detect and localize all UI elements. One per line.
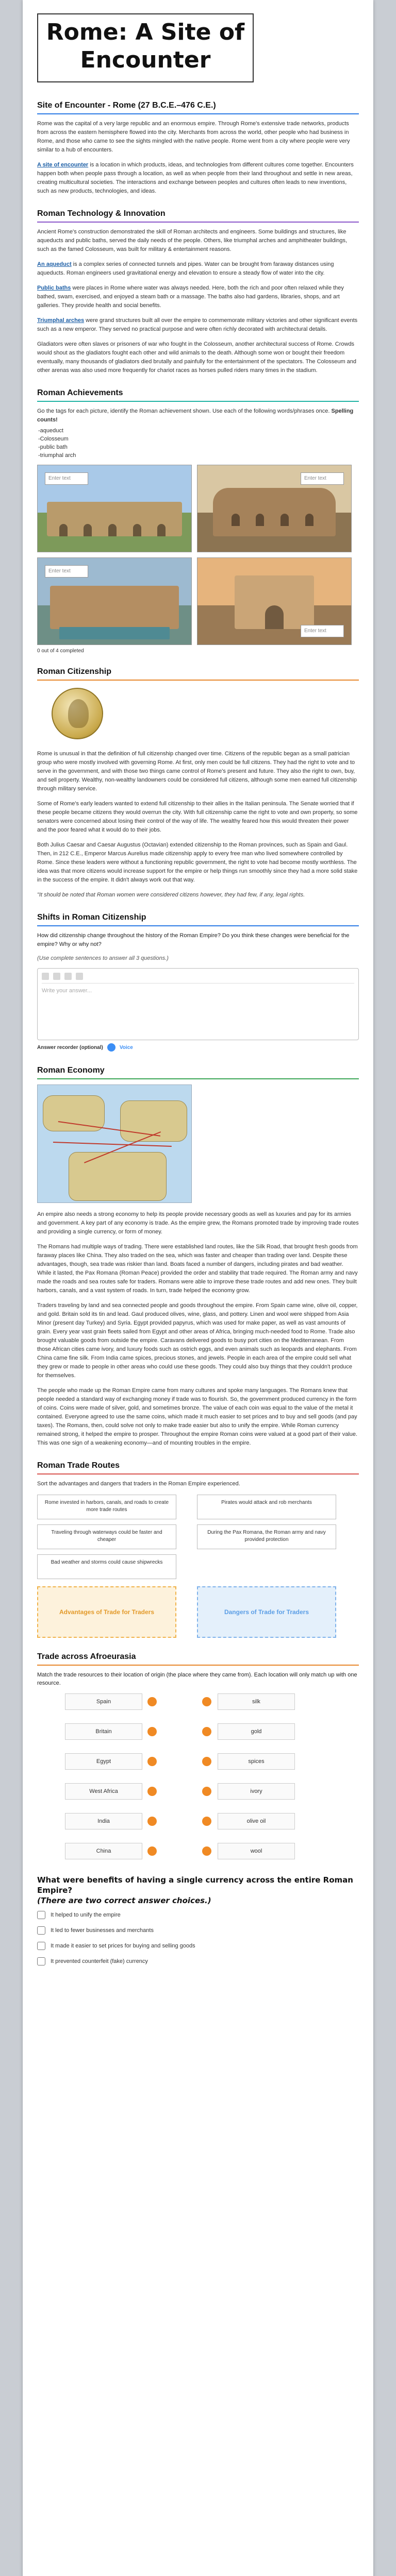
mc-option-label: It made it easier to set prices for buying and selling goods bbox=[51, 1943, 195, 1949]
photo-aqueduct bbox=[37, 465, 192, 552]
match-handle-right[interactable] bbox=[202, 1846, 211, 1856]
sort-items bbox=[37, 1495, 359, 1579]
match-handle-right[interactable] bbox=[202, 1727, 211, 1736]
title-area bbox=[23, 0, 373, 88]
aqueduct-arch bbox=[59, 524, 68, 536]
bath-structure bbox=[50, 586, 179, 629]
roman-coin-image bbox=[37, 686, 125, 742]
shifts-question: How did citizenship change throughout the history of the Roman Empire? Do you think these changes were beneficial for the empire? Why or why not? bbox=[37, 933, 350, 947]
achievements-instruction bbox=[37, 407, 359, 425]
tech-paragraph-5: Gladiators were often slaves or prisoners of war who fought in the Colosseum, another architectural success of Rome. Crowds would shout as the gladiators fought each other and wild animals to the death. Although some won or bought their freedom eventually, many thousands of gladiators died brutally and painfully for the entertainment of the spectators. The Colosseum and other arenas was also used more frequently for chariot races as horses pulled riders many times in the stadium. bbox=[37, 341, 357, 374]
colosseum-arch bbox=[232, 514, 240, 526]
economy-paragraph-3: Traders traveling by land and sea connected people and goods throughout the empire. From Spain came wine, olive oil, copper, and gold. Britain sold its tin and lead. Gaul produced olives, wine, glass, and pottery. Linen and wool were shipped from Asia Minor (present day Turkey) and Syria. Egypt provided papyrus, which was used for make paper, as well as vast amounts of grain. Every year vast grain fleets sailed from Egypt and other areas of Africa, bringing much-needed food to Rome. Trade also brought valuable goods from outside the empire. Caravans delivered goods to busy port cities on the Mediterranean. From those African cities came ivory, and luxury foods such as ostrich eggs, and even animals such as leopards and elephants. From China came fine silk. From India came spices, precious stones, and jewels. People in each area of the empire could sell what they grew or made to people in other areas who could use these goods. They could also buy things that they couldn't produce for themselves. bbox=[37, 1302, 358, 1379]
underline-icon[interactable] bbox=[64, 973, 72, 980]
intro-heading: Site of Encounter - Rome (27 B.C.E.–476 C.E.) bbox=[37, 96, 359, 114]
tech-paragraph-3 bbox=[37, 284, 359, 310]
aqueduct-arch bbox=[133, 524, 141, 536]
mc-option[interactable] bbox=[37, 1911, 359, 1919]
answer-editor[interactable] bbox=[37, 968, 359, 1040]
economy-paragraph-4: The people who made up the Roman Empire came from many cultures and spoke many languages. The Romans knew that people needed a standard way of exchanging money if trade was to flourish. So, the government produced currency in the form of coins. Coins were made of silver, gold, and sometimes bronze. The value of each coin was equal to the value of the metal it contained. Everyone agreed to use the same coins, which made it much easier to set prices and to buy and sell goods (and pay taxes). The Romans, then, could solve not only to make trade easier but also to unify the empire. While Roman currency remained strong, it helped the empire to prosper. Throughout the empire Roman coins were valued at a good part of their value. This was one sign of a weakening economy—and of mounting troubles in the empire. bbox=[37, 1387, 358, 1446]
worksheet-page bbox=[23, 0, 373, 2576]
mc-option-label: It led to fewer businesses and merchants bbox=[51, 1927, 154, 1934]
colosseum-structure bbox=[213, 488, 336, 536]
tech-paragraph-3-text: were places in Rome where water was always needed. Here, both the rich and poor often relaxed while they bathed, swam, exercised, and enjoyed a steam bath or a massage. The baths also had gardens, libraries, shops, and art galleries. They provide health and social benefits. bbox=[37, 285, 344, 309]
tech-paragraph-1: Ancient Rome's construction demonstrated the skill of Roman architects and engineers. Some buildings and structures, like aqueducts and public baths, served the daily needs of the people. Others, like triumphal arches and amphitheater buildings, such as the famed Colosseum, was built for military & entertainment reasons. bbox=[37, 229, 348, 252]
answer-input-4[interactable]: Enter text bbox=[301, 625, 344, 637]
editor-toolbar bbox=[42, 973, 354, 984]
checkbox[interactable] bbox=[37, 1942, 45, 1950]
citizenship-paragraph-2: Some of Rome's early leaders wanted to extend full citizenship to their allies in the Italian peninsula. The Senate worried that if these people became citizens they would overrun the city. With full citizenship came the right to vote and own property, so some senators were concerned about losing their control of the way of life. The wealthy feared how this would threaten their power and the poor feared what it would do to their jobs. bbox=[37, 801, 358, 833]
word-bank-item: -triumphal arch bbox=[38, 452, 76, 459]
match-handle-left[interactable] bbox=[147, 1817, 157, 1826]
citizenship-note: "It should be noted that Roman women were considered citizens however, they had few, if any, legal rights. bbox=[37, 892, 305, 898]
match-handle-left[interactable] bbox=[147, 1846, 157, 1856]
aqueduct-arch bbox=[157, 524, 166, 536]
tech-heading: Roman Technology & Innovation bbox=[37, 204, 359, 223]
checkbox[interactable] bbox=[37, 1911, 45, 1919]
match-handle-right[interactable] bbox=[202, 1817, 211, 1826]
match-handle-right[interactable] bbox=[202, 1697, 211, 1706]
intro-paragraph-1: Rome was the capital of a very large republic and an enormous empire. Through Rome's extensive trade networks, products from across the eastern hemisphere flowed into the city. Merchants from across the world, other people who had business in Rome, and those who came to see the sights mingled with the native people. Rome went from a city where people were very similar to a hub of encounters. bbox=[37, 121, 350, 153]
italic-icon[interactable] bbox=[53, 973, 60, 980]
trade-routes-instruction: Sort the advantages and dangers that traders in the Roman Empire experienced. bbox=[37, 1481, 240, 1487]
checkbox[interactable] bbox=[37, 1926, 45, 1935]
mc-option[interactable] bbox=[37, 1957, 359, 1965]
currency-question-text: What were benefits of having a single currency across the entire Roman Empire? bbox=[37, 1875, 353, 1895]
match-resource: wool bbox=[218, 1843, 295, 1859]
match-row bbox=[37, 1783, 346, 1800]
economy-paragraph-2: The Romans had multiple ways of trading. There were established land routes, like the Silk Road, that brought fresh goods from faraway places like China. They also traded on the sea, which was faster and cheaper than trading over land. Despite these advantages, though, sea trade was riskier than land. Boats faced a number of dangers, including pirates and bad weather. While it lasted, the Pax Romana (Roman Peace) provided the order and stability that trade required. The Roman army and navy made the roads and sea routes safe for traders. Romans were able to improve these trade routes and add new ones. They built harbors, canals, and a vast system of roads. In turn, trade helped the economy grow. bbox=[37, 1244, 358, 1294]
match-resource: olive oil bbox=[218, 1813, 295, 1829]
match-location: China bbox=[65, 1843, 142, 1859]
colosseum-arch bbox=[305, 514, 314, 526]
mc-option[interactable] bbox=[37, 1942, 359, 1950]
answer-input-3[interactable]: Enter text bbox=[45, 565, 88, 578]
drop-zone-dangers[interactable]: Dangers of Trade for Traders bbox=[197, 1586, 336, 1638]
shifts-heading: Shifts in Roman Citizenship bbox=[37, 908, 359, 926]
drop-zone-advantages[interactable]: Advantages of Trade for Traders bbox=[37, 1586, 176, 1638]
map-land bbox=[69, 1152, 167, 1201]
spelling-note: Spelling counts! bbox=[37, 408, 354, 423]
match-handle-left[interactable] bbox=[147, 1787, 157, 1796]
checkbox[interactable] bbox=[37, 1957, 45, 1965]
match-handle-left[interactable] bbox=[147, 1757, 157, 1766]
intro-paragraph-2 bbox=[37, 161, 359, 196]
tech-paragraph-4 bbox=[37, 316, 359, 334]
trade-map-image bbox=[37, 1084, 192, 1203]
achievements-instruction-text: Go the tags for each picture, identify the Roman achievement shown. Use each of the following words/phrases once. bbox=[37, 408, 330, 414]
answer-placeholder: Write your answer... bbox=[42, 988, 92, 994]
shifts-hint: (Use complete sentences to answer all 3 questions.) bbox=[37, 955, 169, 961]
keyword-triumphal-arches: Triumphal arches bbox=[37, 317, 85, 324]
match-row bbox=[37, 1843, 346, 1859]
match-resource: gold bbox=[218, 1723, 295, 1740]
recorder-label: Answer recorder (optional) bbox=[37, 1044, 103, 1050]
photo-triumphal-arch bbox=[197, 557, 352, 645]
mc-option-label: It helped to unify the empire bbox=[51, 1912, 121, 1918]
afroeurasia-heading: Trade across Afroeurasia bbox=[37, 1647, 359, 1666]
sort-card[interactable]: Rome invested in harbors, canals, and roads to create more trade routes bbox=[37, 1495, 176, 1519]
currency-question bbox=[37, 1875, 359, 1906]
tech-paragraph-4-text: were grand structures built all over the empire to commemorate military victories and other significant events such as a new emperor. They served no practical purpose and were often richly decorated with architectural details. bbox=[37, 317, 358, 332]
match-handle-left[interactable] bbox=[147, 1697, 157, 1706]
achievements-score: 0 out of 4 completed bbox=[37, 648, 84, 654]
match-location: Spain bbox=[65, 1693, 142, 1710]
sort-card[interactable]: Pirates would attack and rob merchants bbox=[197, 1495, 336, 1519]
colosseum-arch bbox=[256, 514, 264, 526]
achievement-photo-grid bbox=[37, 465, 359, 645]
trade-routes-heading: Roman Trade Routes bbox=[37, 1456, 359, 1475]
match-row bbox=[37, 1723, 346, 1740]
arch-opening bbox=[265, 605, 284, 629]
title-card bbox=[37, 13, 254, 82]
answer-recorder bbox=[37, 1043, 359, 1052]
currency-question-hint: (There are two correct answer choices.) bbox=[37, 1896, 211, 1905]
citizenship-paragraph-1: Rome is unusual in that the definition of full citizenship changed over time. Citizens of the republic began as a small patrician group who were mostly involved with governing Rome. At first, only men could be full citizens. They had the right to vote and to serve in the government, and with those two things came control of Rome's present and future. They also the right to own, buy, and sell property. Wealthy, non-wealthy landowners could be considered full citizens, although some men earned full citizenship through military service. bbox=[37, 751, 357, 792]
mc-option[interactable] bbox=[37, 1926, 359, 1935]
coin-disc bbox=[52, 688, 103, 739]
aqueduct-arch bbox=[108, 524, 117, 536]
match-handle-left[interactable] bbox=[147, 1727, 157, 1736]
keyword-public-baths: Public baths bbox=[37, 285, 71, 291]
list-icon[interactable] bbox=[76, 973, 83, 980]
match-resource: ivory bbox=[218, 1783, 295, 1800]
economy-paragraph-1: An empire also needs a strong economy to help its people provide necessary goods as well as luxuries and pay for its armies and government. A key part of any economy is trade. As the empire grew, the Romans promoted trade by improving trade routes and providing a single currency, or form of money. bbox=[37, 1211, 359, 1235]
afroeurasia-instruction: Match the trade resources to their location of origin (the place where they came from). Each location will only match up with one resource. bbox=[37, 1672, 357, 1686]
match-row bbox=[37, 1693, 346, 1710]
match-resource: silk bbox=[218, 1693, 295, 1710]
achievements-heading: Roman Achievements bbox=[37, 383, 359, 402]
bold-icon[interactable] bbox=[42, 973, 49, 980]
voice-button[interactable]: Voice bbox=[119, 1044, 133, 1050]
sort-card[interactable]: During the Pax Romana, the Roman army and navy provided protection bbox=[197, 1524, 336, 1549]
match-handle-right[interactable] bbox=[202, 1757, 211, 1766]
record-icon[interactable] bbox=[107, 1043, 116, 1052]
match-handle-right[interactable] bbox=[202, 1787, 211, 1796]
mc-option-label: It prevented counterfeit (fake) currency bbox=[51, 1958, 148, 1964]
map-route bbox=[53, 1142, 172, 1147]
match-row bbox=[37, 1753, 346, 1770]
word-bank-item: -Colosseum bbox=[38, 436, 69, 442]
sort-card[interactable]: Traveling through waterways could be faster and cheaper bbox=[37, 1524, 176, 1549]
photo-colosseum bbox=[197, 465, 352, 552]
match-row bbox=[37, 1813, 346, 1829]
answer-input-1[interactable]: Enter text bbox=[45, 472, 88, 485]
sort-card[interactable]: Bad weather and storms could cause shipwrecks bbox=[37, 1554, 176, 1579]
tech-paragraph-2-text: is a complex series of connected tunnels and pipes. Water can be brought from faraway distances using aqueducts. Roman engineers used gravitational energy and elevation to ensure a steady flow of water into the city. bbox=[37, 261, 334, 276]
keyword-site-of-encounter: A site of encounter bbox=[37, 162, 89, 168]
match-location: Egypt bbox=[65, 1753, 142, 1770]
economy-heading: Roman Economy bbox=[37, 1061, 359, 1079]
match-resource: spices bbox=[218, 1753, 295, 1770]
keyword-aqueduct: An aqueduct bbox=[37, 261, 72, 267]
page-title: Rome: A Site of Encounter bbox=[46, 19, 245, 73]
word-bank-item: -public bath bbox=[38, 444, 68, 450]
citizenship-paragraph-3: Both Julius Caesar and Caesar Augustus (Octavian) extended citizenship to the Roman provinces, such as Spain and Gaul. Then, in 212 C.E., Emperor Marcus Aurelius made citizenship apply to every free man who lived somewhere controlled by Rome. Since these leaders were without a functioning republic government, the right to vote had become mostly worthless. The idea was that more citizens would increase support for the empire or help things run smoothly since they had a more solid stake in the success of the empire. It didn't always work out that way. bbox=[37, 842, 358, 883]
intro-paragraph-2-text: is a location in which products, ideas, and technologies from different cultures come together. Encounters happen both when people pass through a location, as well as when people from their land throughout and settle in new areas, creating multicultural societies. The interactions and exchange between peoples and cultures often leads to new inventions, such as new products, technologies, and ideas. bbox=[37, 162, 354, 194]
matching-activity bbox=[37, 1693, 346, 1862]
citizenship-heading: Roman Citizenship bbox=[37, 662, 359, 681]
bath-pool bbox=[59, 627, 170, 639]
aqueduct-arch bbox=[84, 524, 92, 536]
match-location: West Africa bbox=[65, 1783, 142, 1800]
match-location: India bbox=[65, 1813, 142, 1829]
answer-input-2[interactable]: Enter text bbox=[301, 472, 344, 485]
sort-zones bbox=[37, 1586, 359, 1638]
tech-paragraph-2 bbox=[37, 260, 359, 278]
colosseum-arch bbox=[280, 514, 289, 526]
coin-bust bbox=[68, 699, 89, 728]
word-bank bbox=[37, 427, 359, 460]
match-location: Britain bbox=[65, 1723, 142, 1740]
word-bank-item: -aqueduct bbox=[38, 428, 63, 434]
photo-public-bath bbox=[37, 557, 192, 645]
